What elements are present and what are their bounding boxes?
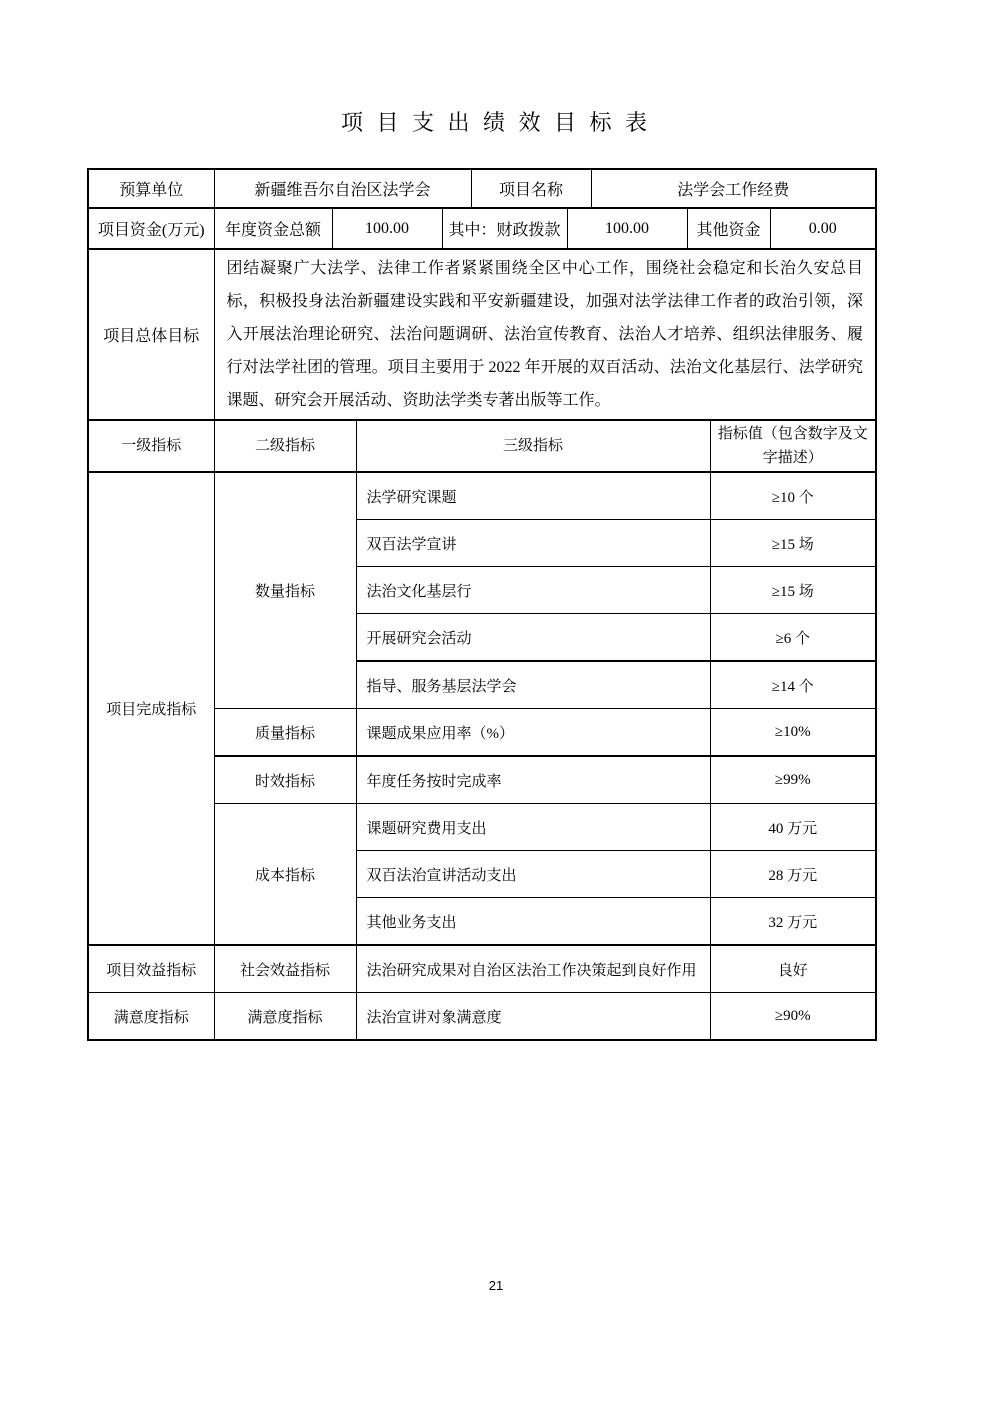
page-number: 21 — [488, 1278, 504, 1293]
indicator-value-cell: ≥6 个 — [710, 614, 875, 662]
budget-unit-label: 预算单位 — [89, 170, 214, 208]
indicators-table — [89, 419, 875, 1039]
indicator-value-cell: ≥90% — [710, 993, 875, 1040]
indicator-l3-cell: 课题成果应用率（%） — [356, 709, 710, 757]
indicator-value-cell: ≥10 个 — [710, 472, 875, 520]
indicator-value-cell: 良好 — [710, 945, 875, 993]
budget-unit-value: 新疆维吾尔自治区法学会 — [214, 170, 471, 208]
indicator-l3-cell: 开展研究会活动 — [356, 614, 710, 662]
header-level2: 二级指标 — [214, 420, 356, 472]
indicator-l3-cell: 法学研究课题 — [356, 472, 710, 520]
indicator-l2-cell: 社会效益指标 — [214, 945, 356, 993]
other-funds-label: 其他资金 — [687, 208, 770, 249]
indicator-l3-cell: 课题研究费用支出 — [356, 804, 710, 851]
header-level3: 三级指标 — [356, 420, 710, 472]
indicator-value-cell: ≥15 场 — [710, 567, 875, 614]
indicator-value-cell: ≥99% — [710, 756, 875, 804]
other-funds-value: 0.00 — [770, 208, 875, 249]
table-row — [89, 208, 875, 249]
indicator-l2-cell: 满意度指标 — [214, 993, 356, 1040]
table-row — [89, 945, 875, 993]
indicator-l3-cell: 双百法治宣讲活动支出 — [356, 851, 710, 898]
indicator-l1-cell: 项目效益指标 — [89, 945, 214, 993]
indicator-l1-cell: 满意度指标 — [89, 993, 214, 1040]
table-row — [89, 993, 875, 1040]
indicator-value-cell: ≥14 个 — [710, 661, 875, 709]
indicator-l3-cell: 双百法学宣讲 — [356, 520, 710, 567]
indicator-l2-cell: 数量指标 — [214, 472, 356, 709]
indicator-value-cell: ≥10% — [710, 709, 875, 757]
fiscal-allocation-value: 100.00 — [567, 208, 687, 249]
indicator-l3-cell: 其他业务支出 — [356, 898, 710, 946]
overall-goal-label: 项目总体目标 — [89, 249, 214, 419]
info-table — [89, 170, 875, 419]
indicator-l3-cell: 法治宣讲对象满意度 — [356, 993, 710, 1040]
indicator-l3-cell: 法治研究成果对自治区法治工作决策起到良好作用 — [356, 945, 710, 993]
indicator-value-cell: 40 万元 — [710, 804, 875, 851]
indicator-l3-cell: 法治文化基层行 — [356, 567, 710, 614]
indicator-l2-cell: 时效指标 — [214, 756, 356, 804]
project-name-value: 法学会工作经费 — [591, 170, 875, 208]
table-row — [89, 249, 875, 419]
fiscal-allocation-label: 其中：财政拨款 — [442, 208, 567, 249]
annual-total-label: 年度资金总额 — [214, 208, 332, 249]
project-funds-label: 项目资金(万元) — [89, 208, 214, 249]
indicator-l3-cell: 指导、服务基层法学会 — [356, 661, 710, 709]
table-row — [89, 170, 875, 208]
indicator-l2-cell: 质量指标 — [214, 709, 356, 757]
project-name-label: 项目名称 — [471, 170, 591, 208]
performance-target-table — [87, 168, 877, 1041]
indicator-value-cell: 32 万元 — [710, 898, 875, 946]
indicator-l3-cell: 年度任务按时完成率 — [356, 756, 710, 804]
indicators-header-row — [89, 420, 875, 472]
indicator-l2-cell: 成本指标 — [214, 804, 356, 946]
page-title: 项 目 支 出 绩 效 目 标 表 — [340, 110, 651, 135]
annual-total-value: 100.00 — [332, 208, 442, 249]
header-indicator-value: 指标值（包含数字及文字描述） — [710, 420, 875, 472]
indicator-l1-cell: 项目完成指标 — [89, 472, 214, 945]
header-level1: 一级指标 — [89, 420, 214, 472]
indicator-value-cell: 28 万元 — [710, 851, 875, 898]
table-row — [89, 472, 875, 520]
overall-goal-text: 团结凝聚广大法学、法律工作者紧紧围绕全区中心工作，围绕社会稳定和长治久安总目标，积极投身法治新疆建设实践和平安新疆建设，加强对法学法律工作者的政治引领，深入开展法治理论研究、法治问题调研、法治宣传教育、法治人才培养、组织法律服务、履行对法学社团的管理。项目主要用于 2022 年开展的双百活动、法治文化基层行、法学研究课题、研究会开展活动、资助法学类专著出版等工作。 — [214, 249, 875, 419]
indicator-value-cell: ≥15 场 — [710, 520, 875, 567]
